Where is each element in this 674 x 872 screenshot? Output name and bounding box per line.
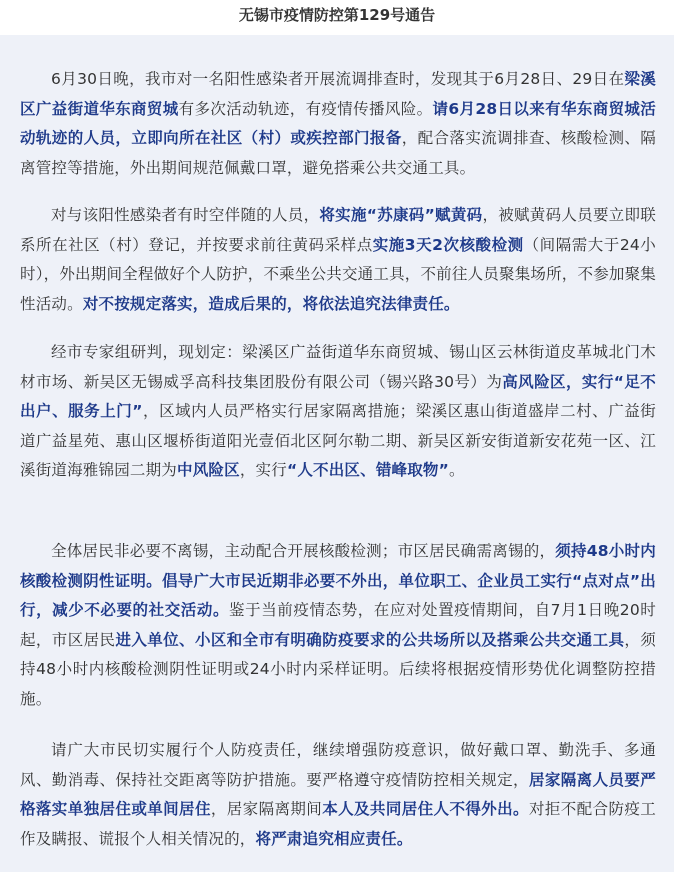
body-text: ，实行 bbox=[239, 461, 287, 479]
body-text: 鉴于当前疫情态势，在应对处置疫情期间，自7月1日晚20时起，市区居民 bbox=[20, 601, 656, 649]
body-text: ，区域内人员严格实行居家隔离措施；梁溪区惠山街道盛岸二村、广益街道广益星苑、惠山区堰桥街道阳光壹佰北区阿尔勒二期、新吴区新安街道新安花苑一区、江溪街道海雅锦园二期为 bbox=[20, 402, 657, 479]
paragraph-5 bbox=[20, 736, 656, 854]
body-text: 全体居民非必要不离锡，主动配合开展核酸检测；市区居民确需离锡的， bbox=[51, 542, 556, 560]
emphasis-text: 将实施“苏康码”赋黄码 bbox=[319, 206, 483, 224]
emphasis-text: 对不按规定落实，造成后果的，将依法追究法律责任。 bbox=[82, 294, 460, 313]
paragraph-4 bbox=[20, 537, 656, 714]
emphasis-text: 进入单位、小区和全市有明确防疫要求的公共场所以及搭乘公共交通工具 bbox=[115, 630, 625, 649]
emphasis-text: 请6月28日以来有华东商贸城活动轨迹的人员，立即向所在社区（村）或疾控部门报备 bbox=[20, 99, 656, 147]
paragraph-3 bbox=[20, 338, 656, 486]
emphasis-text: 梁溪区广益街道华东商贸城 bbox=[20, 70, 656, 118]
emphasis-text: 本人及共同居住人不得外出。 bbox=[322, 800, 529, 818]
body-text: 6月30日晚，我市对一名阳性感染者开展流调排查时，发现其于6月28日、29日在 bbox=[51, 70, 625, 88]
emphasis-text: 高风险区，实行“足不出户、服务上门” bbox=[20, 372, 656, 420]
body-text: ，须持48小时内核酸检测阴性证明或24小时内采样证明。后续将根据疫情形势优化调整防控措施。 bbox=[20, 630, 657, 708]
emphasis-text: 中风险区 bbox=[177, 461, 240, 479]
emphasis-text: 居家隔离人员要严格落实单独居住或单间居住 bbox=[20, 770, 657, 818]
notice-body bbox=[0, 35, 674, 872]
body-text: ，被赋黄码人员要立即联系所在社区（村）登记，并按要求前往黄码采样点 bbox=[20, 206, 657, 254]
page-title: 无锡市疫情防控第129号通告 bbox=[0, 0, 674, 35]
body-text: ，居家隔离期间 bbox=[210, 800, 323, 818]
body-text: 请广大市民切实履行个人防疫责任，继续增强防疫意识，做好戴口罩、勤洗手、多通风、勤消毒、保持社交距离等防护措施。要严格遵守疫情防控相关规定， bbox=[20, 741, 656, 789]
body-text: 对与该阳性感染者有时空伴随的人员， bbox=[51, 206, 320, 224]
emphasis-text: 须持48小时内核酸检测阴性证明。倡导广大市民近期非必要不外出，单位职工、企业员工实行“点对点”出行，减少不必要的社交活动。 bbox=[20, 542, 656, 619]
body-text: 有多次活动轨迹，有疫情传播风险。 bbox=[178, 99, 433, 118]
paragraph-1 bbox=[20, 65, 656, 183]
emphasis-text: “人不出区、错峰取物” bbox=[286, 461, 450, 479]
body-text: 对拒不配合防疫工作及瞒报、谎报个人相关情况的， bbox=[20, 800, 656, 848]
body-text: 经市专家组研判，现划定：梁溪区广益街道华东商贸城、锡山区云林街道皮革城北门木材市场、新吴区无锡威孚高科技集团股份有限公司（锡兴路30号）为 bbox=[20, 343, 656, 391]
body-text: 。 bbox=[449, 461, 465, 479]
paragraph-2 bbox=[20, 201, 656, 319]
emphasis-text: 将严肃追究相应责任。 bbox=[255, 829, 413, 848]
body-text: （间隔需大于24小时），外出期间全程做好个人防护，不乘坐公共交通工具，不前往人员聚集场所，不参加聚集性活动。 bbox=[20, 235, 656, 313]
body-text: ，配合落实流调排查、核酸检测、隔离管控等措施，外出期间规范佩戴口罩，避免搭乘公共交通工具。 bbox=[20, 129, 656, 177]
emphasis-text: 实施3天2次核酸检测 bbox=[372, 235, 524, 254]
